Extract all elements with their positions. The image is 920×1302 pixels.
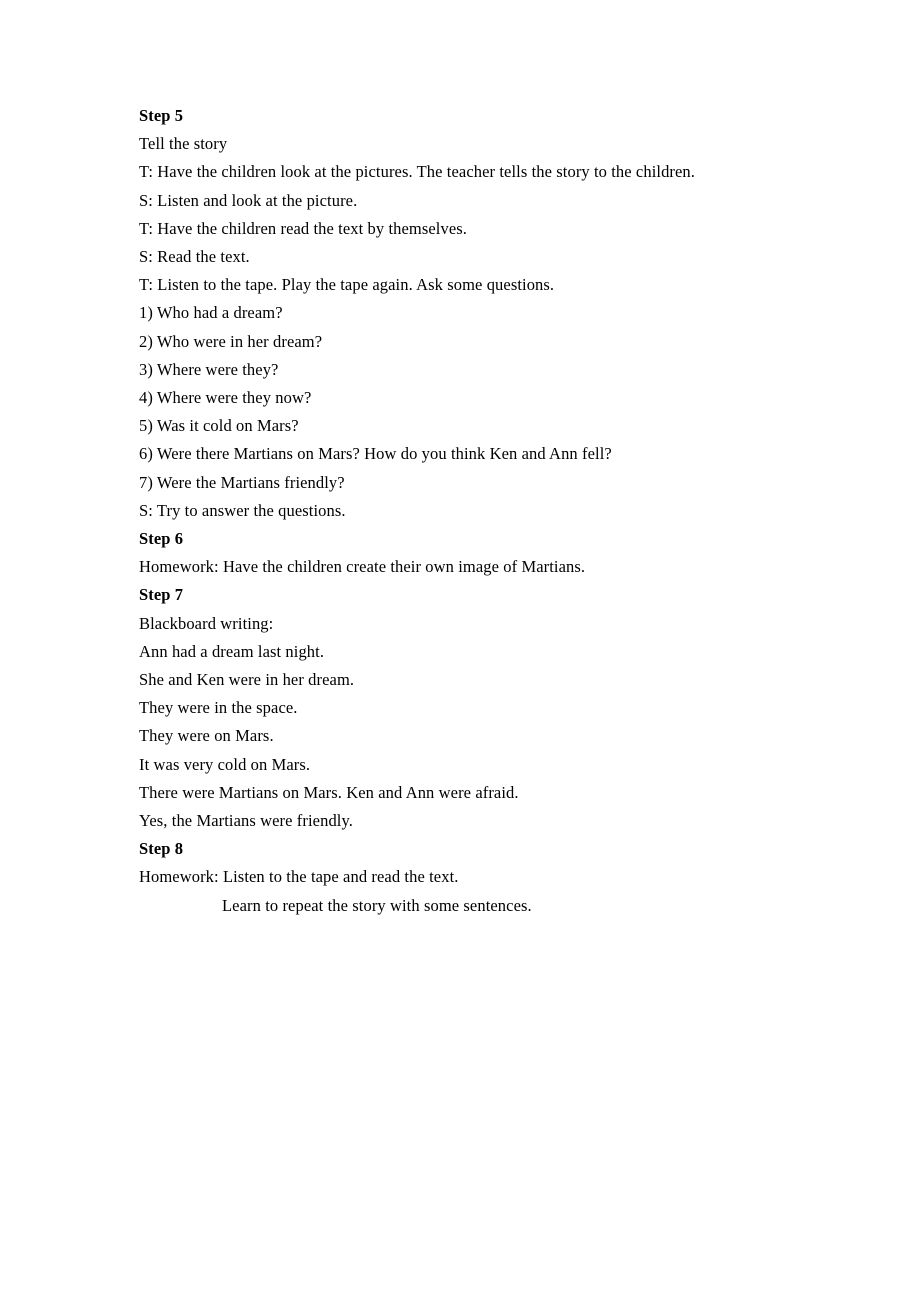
step-heading: Step 5: [139, 106, 184, 125]
step-heading: Step 6: [139, 529, 184, 549]
document-line: 2) Who were in her dream?: [139, 331, 323, 351]
document-line: 5) Was it cold on Mars?: [139, 416, 299, 436]
document-line: 7) Were the Martians friendly?: [139, 472, 345, 492]
document-line: There were Martians on Mars. Ken and Ann were afraid.: [139, 782, 519, 802]
document-body: [139, 102, 820, 920]
document-line: S: Try to answer the questions.: [139, 500, 346, 520]
step-heading: Step 7: [139, 585, 184, 605]
document-line: 1) Who had a dream?: [139, 303, 283, 323]
document-line: Blackboard writing:: [139, 613, 274, 633]
document-line: S: Listen and look at the picture.: [139, 190, 358, 210]
document-line: Ann had a dream last night.: [139, 641, 325, 661]
document-line: They were on Mars.: [139, 726, 274, 746]
document-line: It was very cold on Mars.: [139, 754, 311, 774]
document-line: Homework: Listen to the tape and read the text.: [139, 867, 459, 887]
document-line: Tell the story: [139, 134, 228, 154]
document-line: Learn to repeat the story with some sentences.: [222, 895, 532, 915]
document-line: 4) Where were they now?: [139, 388, 312, 408]
document-line: T: Have the children look at the pictures. The teacher tells the story to the children.: [139, 162, 696, 182]
document-line: Homework: Have the children create their own image of Martians.: [139, 557, 586, 577]
document-line: 3) Where were they?: [139, 359, 279, 379]
document-line: She and Ken were in her dream.: [139, 670, 355, 690]
document-line: T: Have the children read the text by themselves.: [139, 218, 468, 238]
document-line: 6) Were there Martians on Mars? How do you think Ken and Ann fell?: [139, 444, 612, 464]
document-line: They were in the space.: [139, 698, 298, 718]
document-line: Yes, the Martians were friendly.: [139, 811, 353, 831]
document-line: T: Listen to the tape. Play the tape again. Ask some questions.: [139, 275, 555, 295]
step-heading: Step 8: [139, 839, 184, 859]
document-line: S: Read the text.: [139, 247, 250, 267]
